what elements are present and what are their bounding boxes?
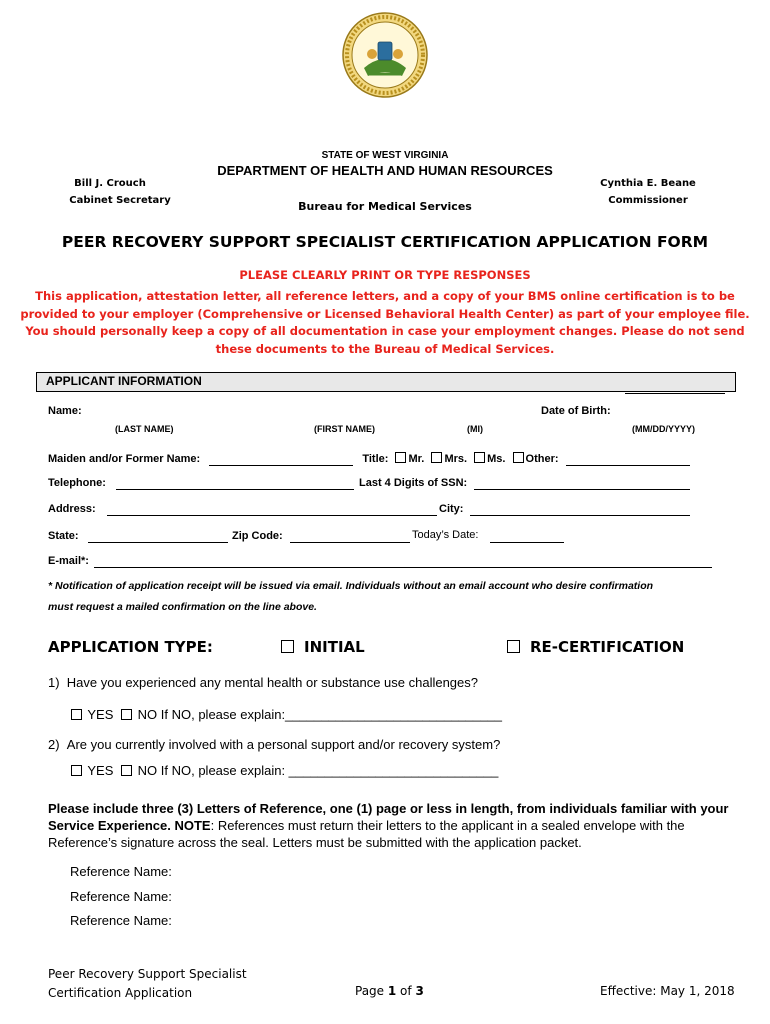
q1-yes-label: YES: [87, 707, 114, 722]
initial-checkbox[interactable]: [281, 640, 294, 653]
references-rest-text: : References must return their letters to the applicant in a sealed envelope with the Reference’s signature across the seal. Letters must be submitted with the application packet.: [48, 818, 685, 850]
references-paragraph: [48, 800, 738, 851]
state-label: STATE OF WEST VIRGINIA: [321, 150, 449, 161]
city-field[interactable]: [470, 515, 690, 516]
email-note-line-1: * Notification of application receipt will be issued via email. Individuals without an email account who desire confirmation: [48, 580, 654, 592]
other-checkbox[interactable]: [513, 452, 524, 463]
q1-yes-checkbox[interactable]: [71, 709, 82, 720]
mrs-label: Mrs.: [444, 453, 468, 465]
page-number: [355, 984, 424, 998]
form-title: PEER RECOVERY SUPPORT SPECIALIST CERTIFICATION APPLICATION FORM: [61, 233, 709, 251]
mr-checkbox[interactable]: [395, 452, 406, 463]
applicant-section-header: [36, 372, 736, 392]
city-label: City:: [439, 503, 464, 515]
footer-doc-line-1: Peer Recovery Support Specialist: [48, 967, 247, 981]
application-type-label: APPLICATION TYPE:: [48, 638, 213, 656]
address-field[interactable]: [107, 515, 437, 516]
footer-doc-name: [48, 965, 247, 1003]
title-label: Title:: [362, 453, 389, 465]
email-note-line-2: must request a mailed confirmation on the line above.: [48, 601, 317, 613]
notice-text: [10, 288, 760, 358]
q1-no-checkbox[interactable]: [121, 709, 132, 720]
q2-yes-checkbox[interactable]: [71, 765, 82, 776]
question-2-answer: [71, 763, 498, 778]
address-label: Address:: [48, 503, 96, 515]
notice-line-2: provided to your employer (Comprehensive or Licensed Behavioral Health Center) as part of your employee file.: [20, 306, 750, 321]
page-prefix: Page: [355, 984, 388, 998]
name-label: Name:: [48, 405, 82, 417]
last-name-label: (LAST NAME): [115, 424, 174, 434]
state-seal-logo: [342, 12, 428, 98]
zip-field[interactable]: [290, 542, 410, 543]
references-bold-text: Please include three (3) Letters of Reference, one (1) page or less in length, from individuals familiar with your Service Experience. NOTE: [48, 801, 729, 833]
applicant-section-title: APPLICANT INFORMATION: [46, 374, 202, 388]
q1-no-label: NO If NO, please explain:______________________________: [137, 707, 502, 722]
question-2: 2) Are you currently involved with a personal support and/or recovery system?: [48, 737, 501, 752]
state-field[interactable]: [88, 542, 228, 543]
first-name-label: (FIRST NAME): [314, 424, 375, 434]
ms-label: Ms.: [487, 453, 506, 465]
cabinet-secretary-title: Cabinet Secretary: [69, 195, 171, 206]
recertification-label: RE-CERTIFICATION: [530, 638, 685, 656]
notice-line-4: these documents to the Bureau of Medical Services.: [215, 341, 555, 356]
maiden-name-field[interactable]: [209, 453, 353, 466]
commissioner-name: Cynthia E. Beane: [600, 178, 696, 189]
page-total: 3: [415, 984, 424, 998]
q2-no-label: NO If NO, please explain: _____________________________: [137, 763, 499, 778]
dob-format-label: (MM/DD/YYYY): [632, 424, 695, 434]
footer-doc-line-2: Certification Application: [48, 986, 193, 1000]
state-field-label: State:: [48, 530, 79, 542]
question-1-answer: [71, 707, 502, 722]
recertification-option[interactable]: [507, 638, 684, 656]
reference-name-2: Reference Name:: [70, 889, 172, 904]
commissioner-title: Commissioner: [608, 195, 688, 206]
dob-line: [625, 393, 725, 394]
dob-label: Date of Birth:: [541, 405, 611, 417]
initial-label: INITIAL: [304, 638, 365, 656]
email-note: [48, 576, 653, 618]
mi-label: (MI): [467, 424, 483, 434]
reference-name-3: Reference Name:: [70, 913, 172, 928]
department-label: DEPARTMENT OF HEALTH AND HUMAN RESOURCES: [217, 163, 553, 178]
maiden-name-row: [48, 452, 690, 466]
question-1: 1) Have you experienced any mental health or substance use challenges?: [48, 675, 478, 690]
initial-option[interactable]: [281, 638, 365, 656]
mr-label: Mr.: [408, 453, 425, 465]
telephone-field[interactable]: [116, 489, 354, 490]
email-field[interactable]: [94, 567, 712, 568]
zip-label: Zip Code:: [232, 530, 283, 542]
other-label: Other:: [525, 453, 559, 465]
other-title-field[interactable]: [566, 453, 690, 466]
recertification-checkbox[interactable]: [507, 640, 520, 653]
telephone-label: Telephone:: [48, 477, 106, 489]
reference-name-1: Reference Name:: [70, 864, 172, 879]
notice-line-1: This application, attestation letter, all reference letters, and a copy of your BMS online certification is to be: [35, 289, 735, 303]
ssn-field[interactable]: [474, 489, 690, 490]
q2-no-checkbox[interactable]: [121, 765, 132, 776]
notice-line-3: You should personally keep a copy of all documentation in case your employment changes. Please do not send: [25, 324, 745, 338]
today-date-label: Today’s Date:: [412, 529, 479, 541]
maiden-name-label: Maiden and/or Former Name:: [48, 453, 201, 465]
instruction-text: PLEASE CLEARLY PRINT OR TYPE RESPONSES: [239, 268, 531, 282]
bureau-label: Bureau for Medical Services: [298, 200, 472, 213]
today-date-field[interactable]: [490, 542, 564, 543]
ms-checkbox[interactable]: [474, 452, 485, 463]
cabinet-secretary-name: Bill J. Crouch: [74, 178, 146, 189]
page-of: of: [396, 984, 416, 998]
ssn-label: Last 4 Digits of SSN:: [359, 477, 468, 489]
effective-date: Effective: May 1, 2018: [600, 984, 735, 998]
email-label: E-mail*:: [48, 555, 89, 567]
mrs-checkbox[interactable]: [431, 452, 442, 463]
page-current: 1: [387, 984, 397, 998]
q2-yes-label: YES: [87, 763, 114, 778]
